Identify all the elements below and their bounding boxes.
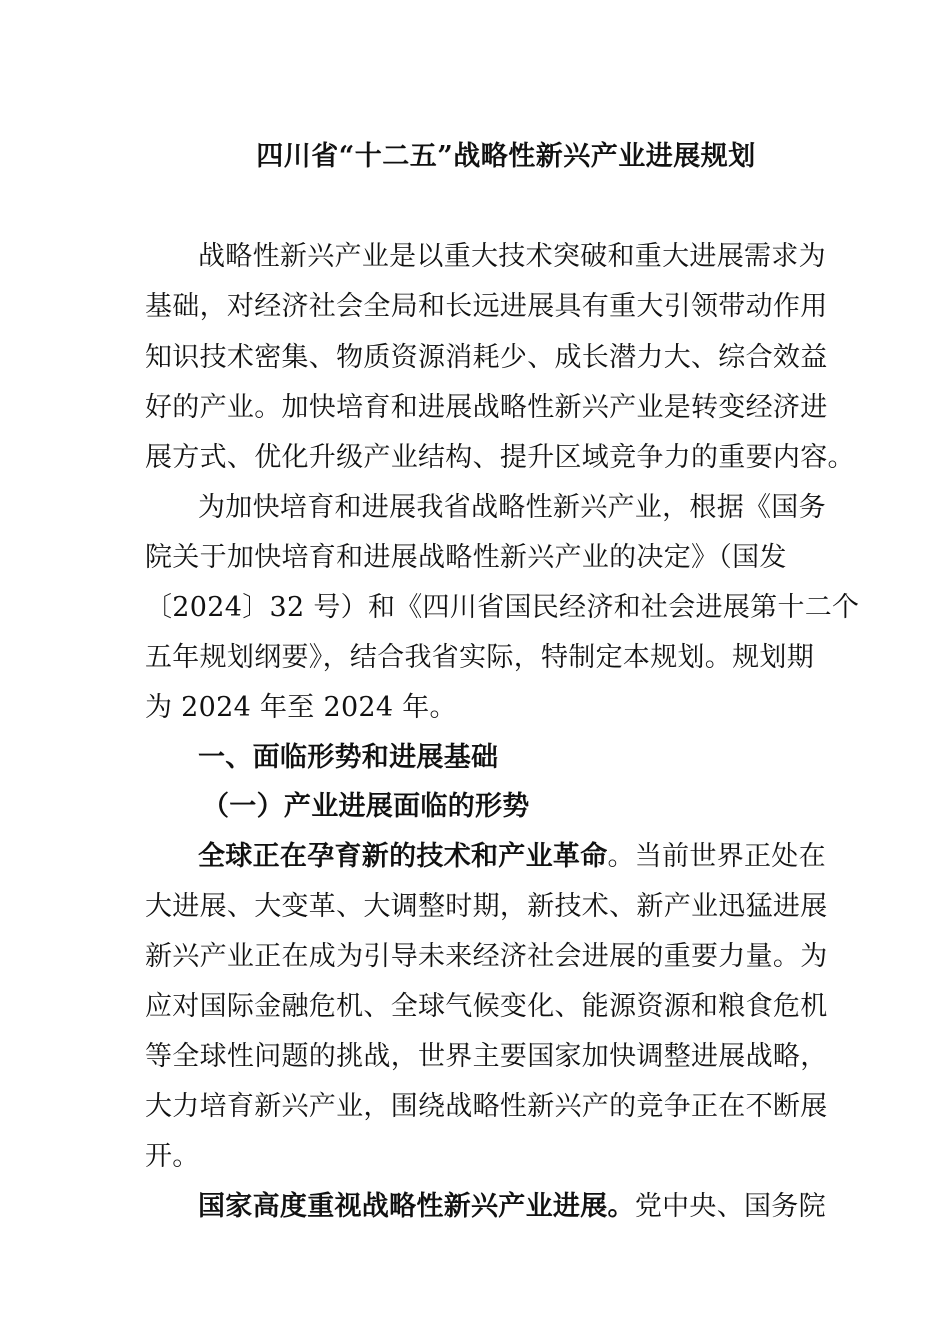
paragraph-line: 大进展、大变革、大调整时期，新技术、新产业迅猛进展: [145, 891, 828, 922]
paragraph-line: 新兴产业正在成为引导未来经济社会进展的重要力量。为: [145, 941, 828, 972]
paragraph-line: 大力培育新兴产业，围绕战略性新兴产的竞争正在不断展: [145, 1091, 828, 1122]
paragraph-text: 。当前世界正处在: [607, 841, 826, 872]
paragraph-line: 五年规划纲要》，结合我省实际，特制定本规划。规划期: [145, 642, 814, 673]
paragraph-line: 知识技术密集、物质资源消耗少、成长潜力大、综合效益: [145, 342, 828, 373]
subsection-heading: （一）产业进展面临的形势: [202, 791, 530, 822]
paragraph-line: 展方式、优化升级产业结构、提升区域竞争力的重要内容。: [145, 442, 855, 473]
paragraph-line: [198, 834, 826, 873]
paragraph-line: 院关于加快培育和进展战略性新兴产业的决定》（国发: [145, 542, 787, 573]
paragraph-line: 基础，对经济社会全局和长远进展具有重大引领带动作用: [145, 291, 828, 322]
section-heading: 一、面临形势和进展基础: [198, 742, 499, 773]
paragraph-line: 开。: [145, 1141, 200, 1172]
paragraph-text: 党中央、国务院: [634, 1191, 826, 1222]
paragraph-lead: 国家高度重视战略性新兴产业进展。: [198, 1191, 635, 1222]
paragraph-line: 〔2024〕32 号）和《四川省国民经济和社会进展第十二个: [145, 592, 860, 623]
document-title: 四川省“十二五”战略性新兴产业进展规划: [256, 141, 756, 172]
paragraph-line: 等全球性问题的挑战，世界主要国家加快调整进展战略，: [145, 1041, 828, 1072]
paragraph-line: [198, 1184, 826, 1223]
paragraph-line: 战略性新兴产业是以重大技术突破和重大进展需求为: [198, 241, 826, 272]
paragraph-lead: 全球正在孕育新的技术和产业革命: [198, 841, 608, 872]
paragraph-line: 应对国际金融危机、全球气候变化、能源资源和粮食危机: [145, 991, 828, 1022]
paragraph-line: 为加快培育和进展我省战略性新兴产业，根据《国务: [198, 492, 826, 523]
paragraph-line: 为 2024 年至 2024 年。: [145, 692, 457, 723]
paragraph-line: 好的产业。加快培育和进展战略性新兴产业是转变经济进: [145, 392, 828, 423]
